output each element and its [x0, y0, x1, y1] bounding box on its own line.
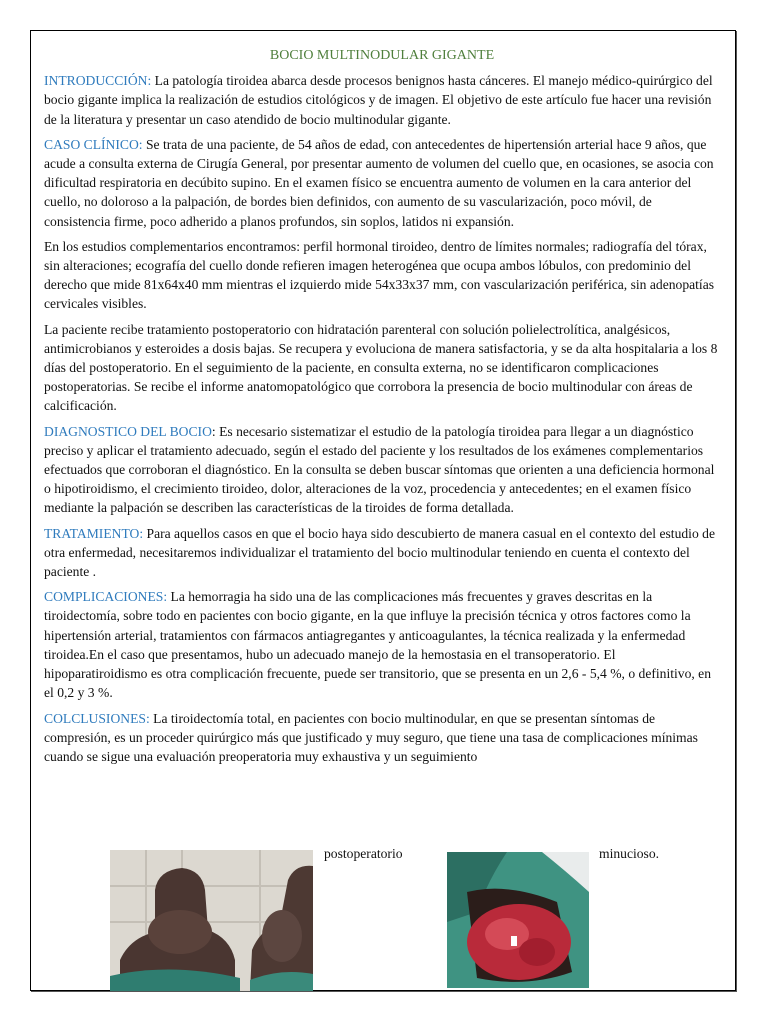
paragraph-text: La tiroidectomía total, en pacientes con bocio multinodular, en que se presentan síntomas de compresión, es un proceder quirúrgico más que justificado y muy seguro, que tiene una tasa de complicaciones mínimas cuando se sigue una evaluación preoperatoria muy exhaustiva y un seguimiento	[44, 710, 698, 764]
patient-neck-illustration	[110, 850, 313, 991]
section-heading-tratamiento: TRATAMIENTO:	[44, 525, 144, 541]
section-heading-introduccion: INTRODUCCIÓN:	[44, 73, 152, 89]
document-title: BOCIO MULTINODULAR GIGANTE	[269, 48, 495, 63]
document-body	[44, 46, 720, 772]
paragraph-complicaciones	[44, 587, 720, 702]
paragraph-text: Se trata de una paciente, de 54 años de edad, con antecedentes de hipertensión arterial hace 9 años, que acude a consulta externa de Cirugía General, por presentar aumento de volumen del cuello que, en ocasiones, se asocia con dificultad respiratoria en decúbito supino. En el examen físico se encuentra aumento de volumen en la cara anterior del cuello, no doloroso a la palpación, de bordes bien definidos, con aumento de su vascularización, poco móvil, de consistencia firme, poco adherido a planos profundos, sin soplos, latidos ni expansión.	[44, 136, 714, 229]
paragraph-estudios	[44, 237, 720, 314]
section-heading-caso-clinico: CASO CLÍNICO:	[44, 136, 143, 152]
section-heading-complicaciones: COMPLICACIONES:	[44, 589, 168, 605]
paragraph-introduccion	[44, 71, 720, 129]
tail-word-minucioso: minucioso.	[599, 846, 660, 861]
paragraph-caso-clinico	[44, 135, 720, 231]
paragraph-tratamiento-postoperatorio	[44, 320, 720, 416]
paragraph-text: En los estudios complementarios encontramos: perfil hormonal tiroideo, dentro de límites normales; radiografía del tórax, sin alteraciones; ecografía del cuello donde refieren imagen heterogénea que ocupa ambos lóbulos, con predominio del derecho que mide 81x64x40 mm mientras el izquierdo mide 54x33x37 mm, con vascularización periférica, sin adenopatías cervicales visibles.	[44, 238, 715, 312]
paragraph-text: La patología tiroidea abarca desde procesos benignos hasta cánceres. El manejo médico-quirúrgico del bocio gigante implica la realización de estudios citológicos y de imagen. El objetivo de este artículo fue hacer una revisión de la literatura y presentar un caso atendido de bocio multinodular gigante.	[44, 73, 713, 127]
paragraph-diagnostico	[44, 422, 720, 518]
section-heading-conclusiones: COLCLUSIONES:	[44, 710, 150, 726]
section-heading-diagnostico: DIAGNOSTICO DEL BOCIO	[44, 423, 212, 439]
patient-neck-photo	[110, 850, 313, 991]
paragraph-text: : Es necesario sistematizar el estudio de la patología tiroidea para llegar a un diagnóstico preciso y aplicar el tratamiento adecuado, según el estado del paciente y los resultados de los exámenes complementarios efectuados que corroboran el diagnóstico. En la consulta se deben buscar síntomas que orienten a una deficiencia hormonal o hipotiroidismo, el crecimiento tiroideo, dolor, alteraciones de la voz, procedencia y antecedentes; en el examen físico mediante la palpación se describen las características de la tiroides de forma detallada.	[44, 423, 715, 516]
surgical-field-photo	[447, 852, 589, 988]
paragraph-text: La hemorragia ha sido una de las complicaciones más frecuentes y graves descritas en la tiroidectomía, sobre todo en pacientes con bocio gigante, en la que influye la precisión técnica y otros factores como la hipertensión arterial, tratamientos con fármacos antiagregantes y anticoagulantes, la técnica realizada y la enfermedad tiroidea.En el caso que presentamos, hubo un adecuado manejo de la hemostasia en el transoperatorio. El hipoparatiroidismo es otra complicación frecuente, puede ser transitorio, que se presenta en un 2,6 - 5,4 %, o definitivo, en el 0,2 y 3 %.	[44, 589, 712, 701]
paragraph-conclusiones	[44, 709, 720, 767]
surgical-field-illustration	[447, 852, 589, 988]
paragraph-text: La paciente recibe tratamiento postoperatorio con hidratación parenteral con solución polielectrolítica, analgésicos, antimicrobianos y esteroides a dosis bajas. Se recupera y evoluciona de manera satisfactoria, y se da alta hospitalaria a los 8 días del postoperatorio. En el seguimiento de la paciente, en consulta externa, no se identificaron complicaciones postoperatorias. Se recibe el informe anatomopatológico que corrobora la presencia de bocio multinodular con áreas de calcificación.	[44, 321, 718, 414]
paragraph-tratamiento	[44, 524, 720, 582]
tail-word-postoperatorio: postoperatorio	[324, 846, 403, 861]
paragraph-text: Para aquellos casos en que el bocio haya sido descubierto de manera casual en el contexto del estudio de otra enfermedad, necesitaremos individualizar el tratamiento del bocio multinodular teniendo en cuenta el contexto del paciente .	[44, 525, 715, 580]
